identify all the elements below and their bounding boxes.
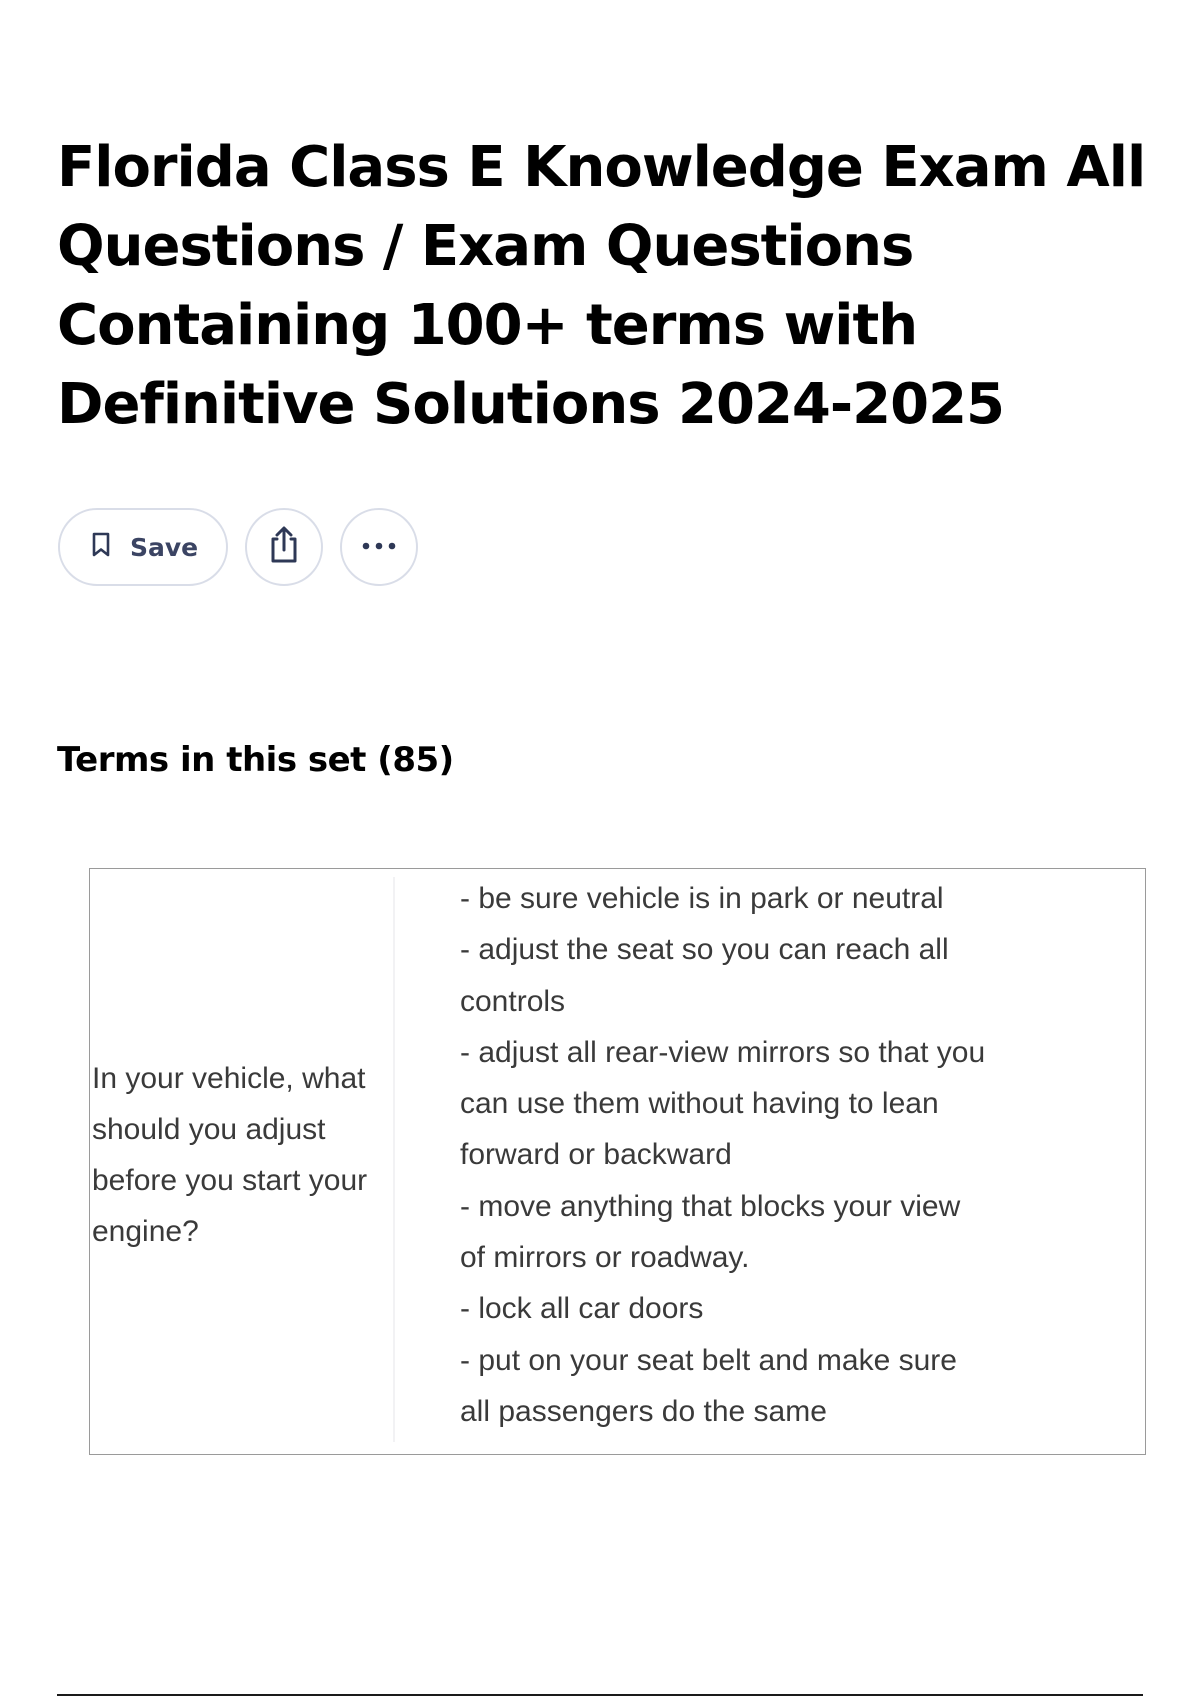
definition-text: [460, 873, 1080, 1437]
definition-line: - lock all car doors: [460, 1292, 704, 1326]
term-card: [89, 868, 1146, 1455]
definition-line: - adjust the seat so you can reach all: [460, 933, 949, 967]
save-button-label: Save: [130, 532, 199, 562]
definition-line: - be sure vehicle is in park or neutral: [460, 882, 944, 915]
save-button[interactable]: [58, 508, 228, 586]
definition-line: - adjust all rear-view mirrors so that you: [460, 1035, 986, 1069]
definition-line: can use them without having to lean: [460, 1087, 939, 1121]
more-horizontal-icon: [359, 538, 399, 556]
definition-line: controls: [460, 984, 566, 1018]
section-divider: [57, 1694, 1143, 1696]
more-options-button[interactable]: [340, 508, 418, 586]
definition-line: forward or backward: [460, 1138, 732, 1172]
bookmark-icon: [90, 532, 112, 563]
definition-line: all passengers do the same: [460, 1394, 827, 1428]
action-bar: [58, 508, 418, 586]
card-divider: [393, 877, 395, 1442]
terms-heading: Terms in this set (85): [57, 740, 454, 780]
page-title: Florida Class E Knowledge Exam All Questions / Exam Questions Containing 100+ terms with Definitive Solutions 2024-2025: [57, 135, 1146, 437]
share-button[interactable]: [245, 508, 323, 586]
definition-line: - put on your seat belt and make sure: [460, 1343, 957, 1377]
definition-line: - move anything that blocks your view: [460, 1189, 961, 1223]
term-text: In your vehicle, what should you adjust before you start your engine?: [92, 1062, 368, 1248]
definition-line: of mirrors or roadway.: [460, 1241, 750, 1275]
share-icon: [264, 524, 304, 571]
